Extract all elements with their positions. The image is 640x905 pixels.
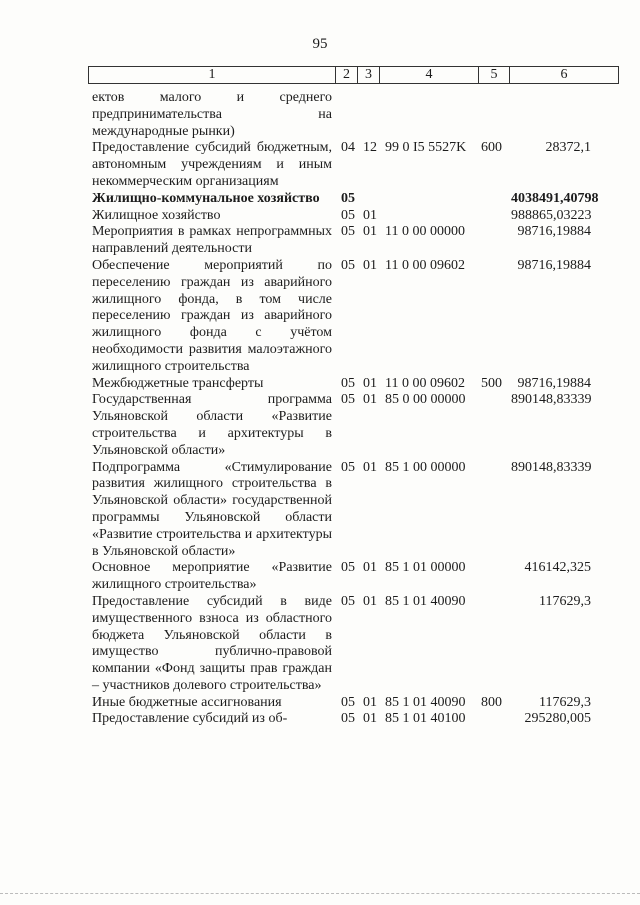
page-edge-divider xyxy=(0,893,640,894)
table-row xyxy=(92,594,612,695)
row-section: 05 xyxy=(341,207,355,223)
row-subsection: 01 xyxy=(363,694,377,710)
row-name: Обеспечение мероприятий по переселению граждан из аварийного жилищного фонда, в том числе переселению граждан из аварийного жилищного фонда с учётом необходимости развития малоэтажного жилищного строительства xyxy=(92,257,332,374)
row-section: 05 xyxy=(341,392,355,408)
row-subsection xyxy=(363,90,385,140)
row-target-code xyxy=(385,90,481,140)
row-target-code xyxy=(385,191,481,208)
row-expense-type xyxy=(481,208,511,225)
row-name: Жилищное хозяйство xyxy=(92,207,221,223)
row-subsection: 01 xyxy=(363,459,377,475)
row-name: ектов малого и среднего предпринимательства на международные рынки) xyxy=(92,90,332,139)
row-name: Предоставление субсидий в виде имущественного взноса из областного бюджета Ульяновской области в имущество публично-правовой компании «Фонд защиты прав граждан – участников долевого строительства» xyxy=(92,593,332,693)
table-row xyxy=(92,695,612,712)
row-target-code xyxy=(385,208,481,225)
row-name: Государственная программа Ульяновской области «Развитие строительства и архитектуры в Ульяновской области» xyxy=(92,392,332,458)
row-name: Подпрограмма «Стимулирование развития жилищного строительства в Ульяновской области» государственной программы Ульяновской области «Развитие строительства и архитектуры в Ульяновской области» xyxy=(92,459,332,559)
table-row xyxy=(92,460,612,561)
row-amount: 98716,19884 xyxy=(517,257,591,273)
row-target-code: 85 0 00 00000 xyxy=(385,392,466,408)
row-target-code: 11 0 00 09602 xyxy=(385,257,465,273)
row-expense-type xyxy=(481,560,511,594)
row-target-code: 85 1 01 40100 xyxy=(385,711,466,727)
row-amount xyxy=(511,90,591,140)
row-subsection: 01 xyxy=(363,224,377,240)
row-name: Предоставление субсидий бюджетным, автономным учреждениям и иным некоммерческим организациям xyxy=(92,140,332,189)
column-header-6: 6 xyxy=(510,67,619,84)
row-section: 05 xyxy=(341,459,355,475)
row-name: Иные бюджетные ассигнования xyxy=(92,694,282,710)
row-amount: 890148,83339 xyxy=(511,392,592,408)
row-target-code: 85 1 01 40090 xyxy=(385,694,466,710)
table-row xyxy=(92,90,612,140)
table-row xyxy=(92,140,612,190)
column-header-3: 3 xyxy=(358,67,380,84)
row-target-code: 11 0 00 09602 xyxy=(385,375,465,391)
row-section: 05 xyxy=(341,190,355,206)
row-expense-type xyxy=(481,392,511,459)
row-section: 05 xyxy=(341,257,355,273)
row-amount: 98716,19884 xyxy=(517,375,591,391)
row-expense-type xyxy=(481,711,511,728)
row-name: Основное мероприятие «Развитие жилищного строительства» xyxy=(92,560,332,593)
row-amount: 98716,19884 xyxy=(517,224,591,240)
row-name: Жилищно-коммунальное хозяйство xyxy=(92,190,320,206)
row-amount: 28372,1 xyxy=(545,140,591,156)
row-expense-type xyxy=(481,191,511,208)
row-name: Предоставление субсидий из об- xyxy=(92,711,288,727)
row-subsection: 01 xyxy=(363,711,377,727)
row-subsection: 01 xyxy=(363,560,377,576)
row-amount: 117629,3 xyxy=(539,593,591,609)
row-subsection xyxy=(363,191,385,208)
table-row xyxy=(92,258,612,376)
row-subsection: 01 xyxy=(363,375,377,391)
row-amount: 4038491,40798 xyxy=(511,190,599,206)
row-expense-type: 500 xyxy=(481,375,502,391)
row-amount: 988865,03223 xyxy=(511,207,592,223)
row-expense-type xyxy=(481,258,511,376)
row-expense-type xyxy=(481,594,511,695)
row-expense-type xyxy=(481,460,511,561)
budget-table-body xyxy=(92,90,612,728)
row-amount: 117629,3 xyxy=(539,694,591,710)
row-expense-type: 800 xyxy=(481,694,502,710)
row-target-code: 85 1 01 00000 xyxy=(385,560,466,576)
row-subsection: 01 xyxy=(363,257,377,273)
table-row xyxy=(92,208,612,225)
table-row xyxy=(92,224,612,258)
table-row xyxy=(92,560,612,594)
row-expense-type xyxy=(481,224,511,258)
row-amount: 416142,325 xyxy=(524,560,591,576)
row-target-code: 99 0 I5 5527K xyxy=(385,140,467,156)
column-header-table xyxy=(88,66,619,84)
row-subsection: 01 xyxy=(363,207,377,223)
table-row xyxy=(92,191,612,208)
column-header-4: 4 xyxy=(380,67,479,84)
row-amount: 890148,83339 xyxy=(511,459,592,475)
row-target-code: 11 0 00 00000 xyxy=(385,224,465,240)
row-name: Межбюджетные трансферты xyxy=(92,375,264,391)
row-subsection: 01 xyxy=(363,392,377,408)
row-section: 05 xyxy=(341,375,355,391)
row-target-code: 85 1 00 00000 xyxy=(385,459,466,475)
page-number: 95 xyxy=(312,36,328,52)
row-subsection: 01 xyxy=(363,593,377,609)
row-section: 05 xyxy=(341,593,355,609)
row-target-code: 85 1 01 40090 xyxy=(385,593,466,609)
table-row xyxy=(92,376,612,393)
row-subsection: 12 xyxy=(363,140,377,156)
row-section: 05 xyxy=(341,711,355,727)
row-section xyxy=(332,90,363,140)
row-expense-type xyxy=(481,90,511,140)
row-section: 05 xyxy=(341,224,355,240)
column-header-5: 5 xyxy=(479,67,510,84)
table-row xyxy=(92,392,612,459)
table-row xyxy=(92,711,612,728)
column-header-1: 1 xyxy=(89,67,336,84)
row-section: 05 xyxy=(341,694,355,710)
row-section: 05 xyxy=(341,560,355,576)
row-name: Мероприятия в рамках непрограммных направлений деятельности xyxy=(92,224,332,257)
row-section: 04 xyxy=(341,140,355,156)
row-expense-type: 600 xyxy=(481,140,502,156)
column-header-2: 2 xyxy=(336,67,358,84)
row-amount: 295280,005 xyxy=(524,711,591,727)
